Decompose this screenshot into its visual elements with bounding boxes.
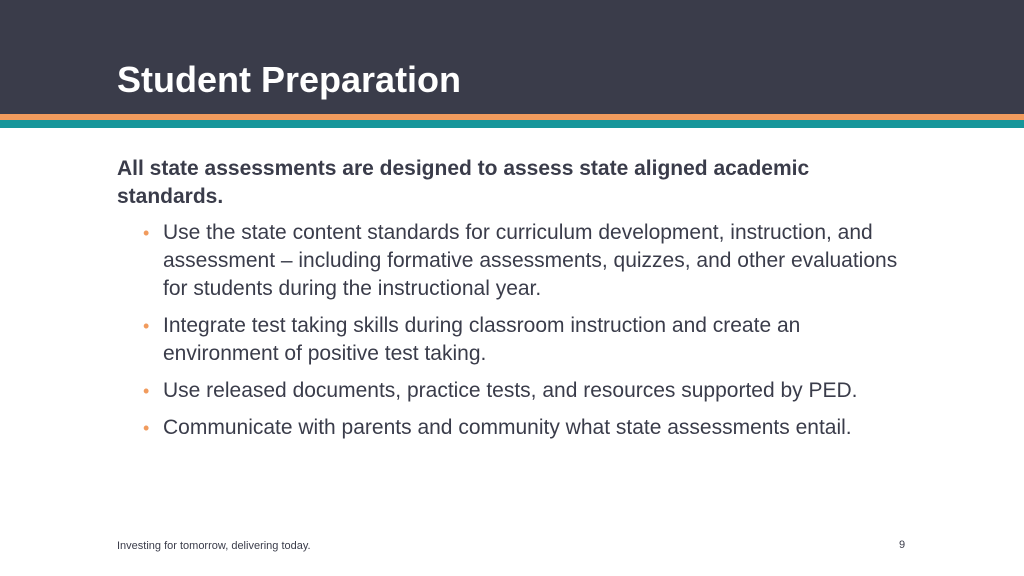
title-bar (0, 0, 1024, 114)
bullet-marker: • (143, 418, 150, 438)
bullet-item (117, 312, 917, 368)
lead-statement: All state assessments are designed to assess state aligned academic standards. (117, 157, 810, 208)
bullet-marker: • (143, 316, 150, 336)
bullet-text: Integrate test taking skills during classroom instruction and create an environment of positive test taking. (163, 314, 801, 365)
slide-title: Student Preparation (117, 59, 462, 100)
footer-tagline: Investing for tomorrow, delivering today. (117, 540, 311, 552)
bullet-marker: • (143, 381, 150, 401)
slide-content (117, 155, 917, 451)
bullet-list (117, 219, 917, 442)
bullet-item (117, 414, 917, 442)
bullet-marker: • (143, 223, 150, 243)
bullet-text: Communicate with parents and community what state assessments entail. (163, 416, 852, 439)
page-number: 9 (899, 539, 906, 551)
bullet-text: Use the state content standards for curriculum development, instruction, and assessment – including formative assessments, quizzes, and other evaluations for students during the instructional year. (163, 221, 898, 300)
bullet-item (117, 219, 917, 303)
bullet-item (117, 377, 917, 405)
accent-stripe-teal (0, 120, 1024, 128)
bullet-text: Use released documents, practice tests, and resources supported by PED. (163, 379, 858, 402)
